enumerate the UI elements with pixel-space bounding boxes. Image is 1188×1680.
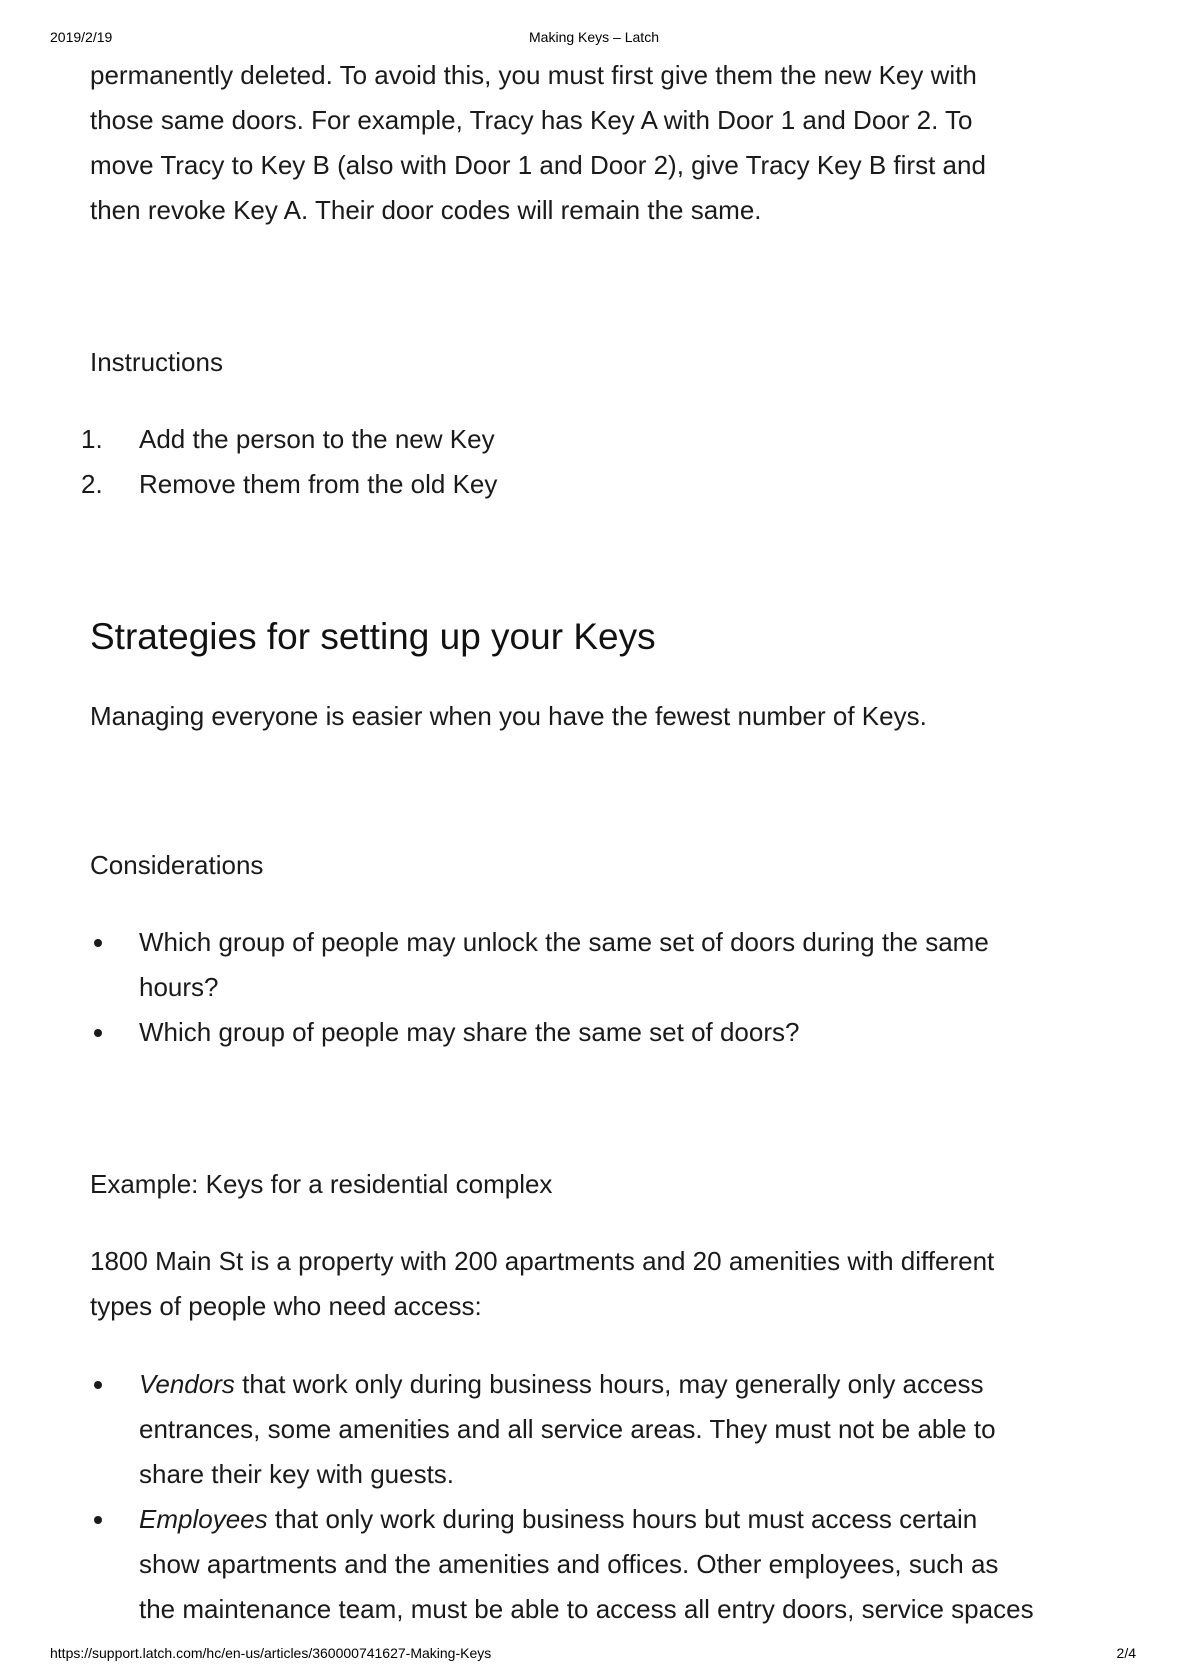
item-text: Which group of people may share the same set of doors? [139, 1017, 800, 1047]
page-url: https://support.latch.com/hc/en-us/articles/360000741627-Making-Keys [50, 1645, 492, 1661]
intro-paragraph [90, 53, 1120, 233]
paragraph-line: permanently deleted. To avoid this, you must first give them the new Key with [90, 60, 977, 90]
bullet-icon [94, 939, 102, 947]
paragraph-line: those same doors. For example, Tracy has Key A with Door 1 and Door 2. To [90, 105, 973, 135]
role-name: Vendors [139, 1369, 235, 1399]
item-text: that only work during business hours but must access certain [267, 1504, 978, 1534]
paragraph-line: 1800 Main St is a property with 200 apartments and 20 amenities with different [90, 1246, 995, 1276]
print-header [0, 29, 1188, 47]
print-page-title: Making Keys – Latch [529, 29, 659, 45]
list-item [90, 920, 1120, 1010]
step-number: 1. [81, 424, 103, 454]
paragraph-line: types of people who need access: [90, 1291, 482, 1321]
bullet-icon [94, 1381, 102, 1389]
print-date: 2019/2/19 [50, 29, 113, 45]
print-footer [0, 1645, 1188, 1663]
item-text: entrances, some amenities and all service areas. They must not be able to [139, 1414, 996, 1444]
step-text: Add the person to the new Key [139, 424, 495, 454]
step-number: 2. [81, 469, 103, 499]
example-heading: Example: Keys for a residential complex [90, 1169, 553, 1199]
paragraph-line: move Tracy to Key B (also with Door 1 and Door 2), give Tracy Key B first and [90, 150, 986, 180]
considerations-heading: Considerations [90, 850, 264, 880]
item-text: that work only during business hours, may generally only access [234, 1369, 984, 1399]
bullet-icon [94, 1516, 102, 1524]
item-text: hours? [139, 972, 219, 1002]
strategies-heading: Strategies for setting up your Keys [90, 616, 656, 657]
paragraph-line: then revoke Key A. Their door codes will remain the same. [90, 195, 762, 225]
instructions-list [81, 417, 1120, 507]
item-text: Which group of people may unlock the same set of doors during the same [139, 927, 989, 957]
example-intro [90, 1239, 1120, 1329]
strategies-intro: Managing everyone is easier when you have the fewest number of Keys. [90, 701, 927, 731]
bullet-icon [94, 1029, 102, 1037]
item-text: show apartments and the amenities and offices. Other employees, such as [139, 1549, 999, 1579]
item-text: share their key with guests. [139, 1459, 455, 1489]
role-name: Employees [139, 1504, 268, 1534]
people-list [90, 1362, 1120, 1632]
step-text: Remove them from the old Key [139, 469, 498, 499]
instruction-step [81, 417, 1120, 462]
list-item [90, 1010, 1120, 1055]
page-number: 2/4 [1116, 1645, 1136, 1661]
considerations-list [90, 920, 1120, 1055]
instructions-heading: Instructions [90, 347, 223, 377]
list-item [90, 1497, 1120, 1632]
item-text: the maintenance team, must be able to access all entry doors, service spaces [139, 1594, 1034, 1624]
instruction-step [81, 462, 1120, 507]
list-item [90, 1362, 1120, 1497]
